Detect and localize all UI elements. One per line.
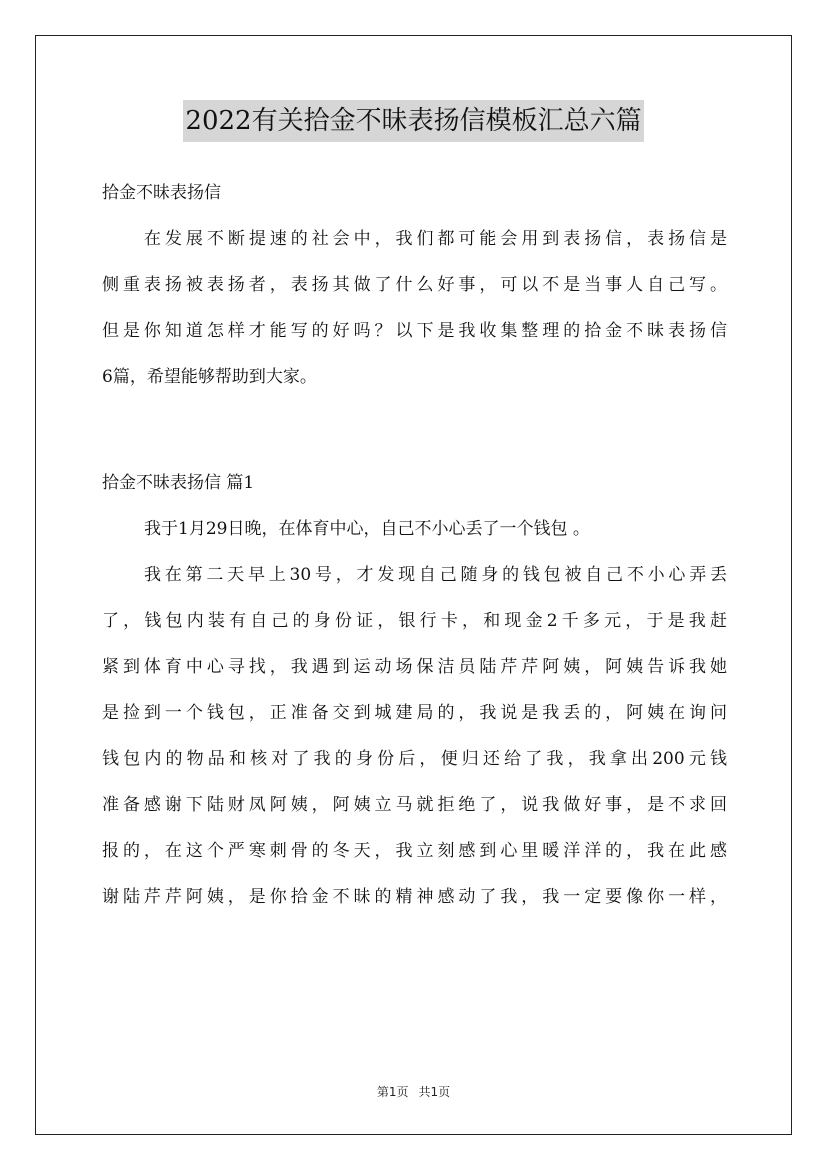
paragraph-2-line-7: 报的，在这个严寒刺骨的冬天，我立刻感到心里暖洋洋的，我在此感 (102, 841, 727, 861)
page-footer (0, 1083, 827, 1100)
intro-line-1: 在发展不断提速的社会中，我们都可能会用到表扬信，表扬信是 (144, 229, 727, 249)
paragraph-2-line-6: 准备感谢下陆财凤阿姨，阿姨立马就拒绝了，说我做好事，是不求回 (102, 795, 727, 815)
paragraph-2-line-8: 谢陆芹芹阿姨，是你拾金不昧的精神感动了我，我一定要像你一样， (102, 887, 727, 907)
intro-line-2: 侧重表扬被表扬者，表扬其做了什么好事，可以不是当事人自己写。 (102, 275, 727, 295)
intro-line-3: 但是你知道怎样才能写的好吗？以下是我收集整理的拾金不昧表扬信 (102, 321, 727, 341)
intro-line-4: 6篇，希望能够帮助到大家。 (102, 367, 317, 387)
paragraph-2-line-4: 是捡到一个钱包，正准备交到城建局的，我说是我丢的，阿姨在询问 (102, 703, 727, 723)
document-title: 2022有关拾金不昧表扬信模板汇总六篇 (183, 100, 643, 142)
section-heading: 拾金不昧表扬信 (102, 183, 221, 203)
paragraph-2-line-5: 钱包内的物品和核对了我的身份后，便归还给了我，我拿出200元钱 (102, 749, 727, 769)
section-spacer (102, 400, 727, 460)
page-total: 共1页 (418, 1085, 451, 1099)
paragraph-1-line: 我于1月29日晚，在体育中心，自己不小心丢了一个钱包 。 (144, 519, 590, 539)
paragraph-2-line-1: 我在第二天早上30号，才发现自己随身的钱包被自己不小心弄丢 (144, 565, 727, 585)
article-heading: 拾金不昧表扬信 篇1 (102, 473, 255, 493)
paragraph-2-line-3: 紧到体育中心寻找，我遇到运动场保洁员陆芹芹阿姨，阿姨告诉我她 (102, 657, 727, 677)
page-number: 第1页 (376, 1085, 409, 1099)
paragraph-2-line-2: 了，钱包内装有自己的身份证，银行卡，和现金2千多元，于是我赶 (102, 611, 727, 631)
document-body (102, 170, 727, 920)
title-container (0, 100, 827, 142)
